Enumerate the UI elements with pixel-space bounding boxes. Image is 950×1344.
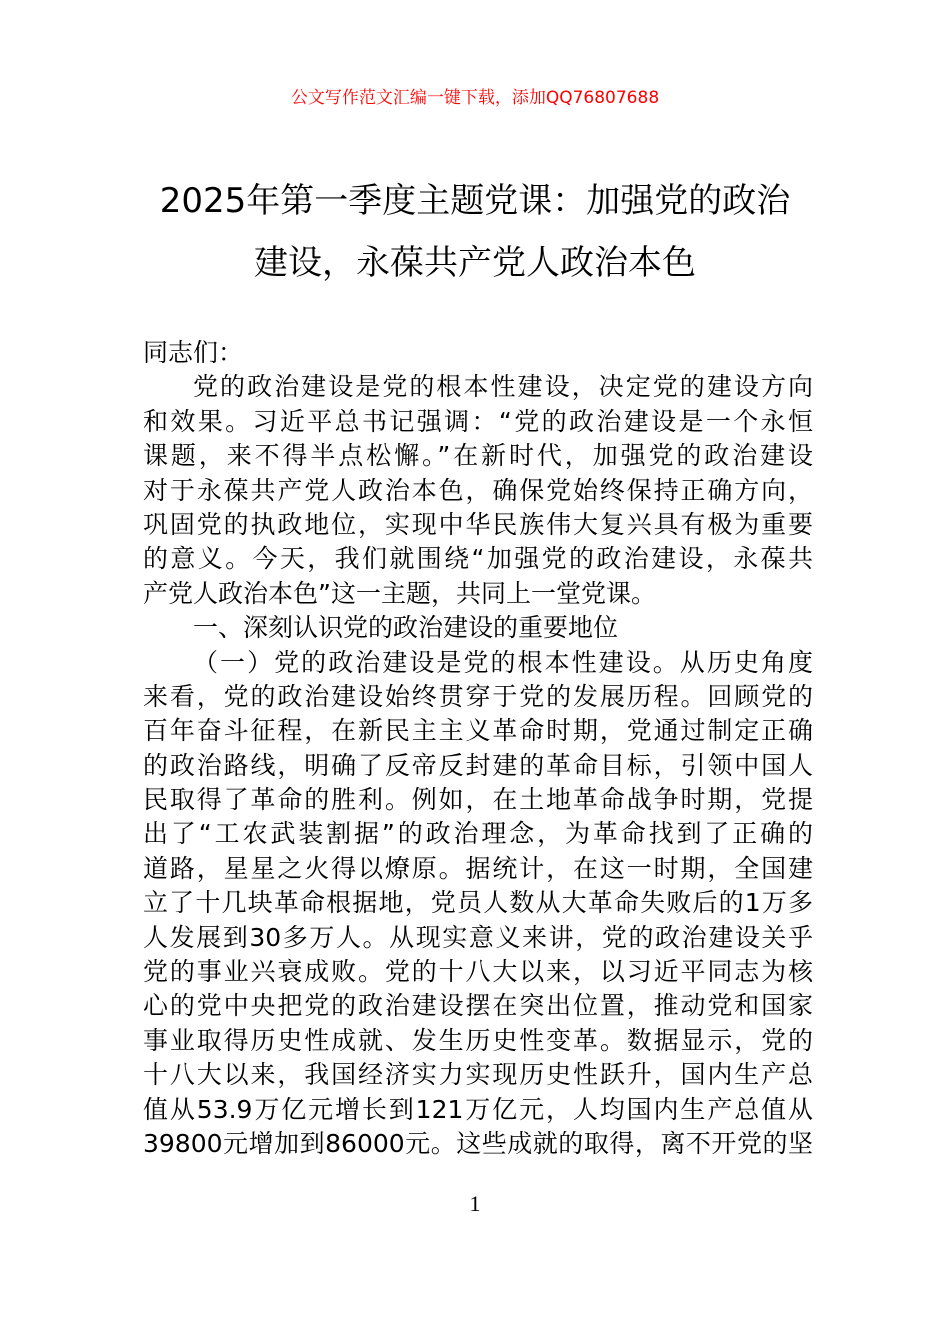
paragraph-line: 出了“工农武装割据”的政治理念，为革命找到了正确的	[143, 819, 813, 849]
paragraph-line: 立了十几块革命根据地，党员人数从大革命失败后的1万多	[143, 888, 813, 918]
paragraph-line: 事业取得历史性成就、发生历史性变革。数据显示，党的	[143, 1025, 813, 1055]
paragraph-line: 人发展到30多万人。从现实意义来讲，党的政治建设关乎	[143, 922, 813, 952]
paragraph-line: 来看，党的政治建设始终贯穿于党的发展历程。回顾党的	[143, 681, 813, 711]
document-title	[140, 170, 810, 294]
title-line: 2025年第一季度主题党课：加强党的政治	[159, 181, 791, 221]
document-body	[143, 336, 813, 1161]
paragraph-line: （一）党的政治建设是党的根本性建设。从历史角度	[193, 647, 813, 677]
paragraph-line: 值从53.9万亿元增长到121万亿元，人均国内生产总值从	[143, 1094, 813, 1124]
title-line: 建设，永葆共产党人政治本色	[254, 243, 696, 283]
paragraph-line: 心的党中央把党的政治建设摆在突出位置，推动党和国家	[143, 991, 813, 1021]
paragraph-line: 对于永葆共产党人政治本色，确保党始终保持正确方向，	[143, 475, 813, 505]
page-number: 1	[469, 1191, 481, 1216]
paragraph-line: 39800元增加到86000元。这些成就的取得，离不开党的坚	[143, 1128, 813, 1158]
paragraph-line: 百年奋斗征程，在新民主主义革命时期，党通过制定正确	[143, 716, 813, 746]
section-heading: 一、深刻认识党的政治建设的重要地位	[193, 613, 619, 643]
paragraph-line: 的政治路线，明确了反帝反封建的革命目标，引领中国人	[143, 750, 813, 780]
header-download-note: 公文写作范文汇编一键下载，添加QQ76807688	[290, 88, 660, 108]
paragraph-line: 民取得了革命的胜利。例如，在土地革命战争时期，党提	[143, 785, 813, 815]
paragraph-line: 道路，星星之火得以燎原。据统计，在这一时期，全国建	[143, 853, 813, 883]
paragraph-line: 和效果。习近平总书记强调：“党的政治建设是一个永恒	[143, 406, 813, 436]
paragraph-line: 产党人政治本色”这一主题，共同上一堂党课。	[143, 578, 656, 608]
paragraph-line: 党的政治建设是党的根本性建设，决定党的建设方向	[193, 372, 813, 402]
paragraph-line: 的意义。今天，我们就围绕“加强党的政治建设，永葆共	[143, 544, 813, 574]
paragraph-line: 课题，来不得半点松懈。”在新时代，加强党的政治建设	[143, 441, 813, 471]
paragraph-line: 巩固党的执政地位，实现中华民族伟大复兴具有极为重要	[143, 509, 813, 539]
paragraph-line: 十八大以来，我国经济实力实现历史性跃升，国内生产总	[143, 1060, 813, 1090]
paragraph-line: 党的事业兴衰成败。党的十八大以来，以习近平同志为核	[143, 957, 813, 987]
salutation: 同志们：	[143, 338, 244, 367]
